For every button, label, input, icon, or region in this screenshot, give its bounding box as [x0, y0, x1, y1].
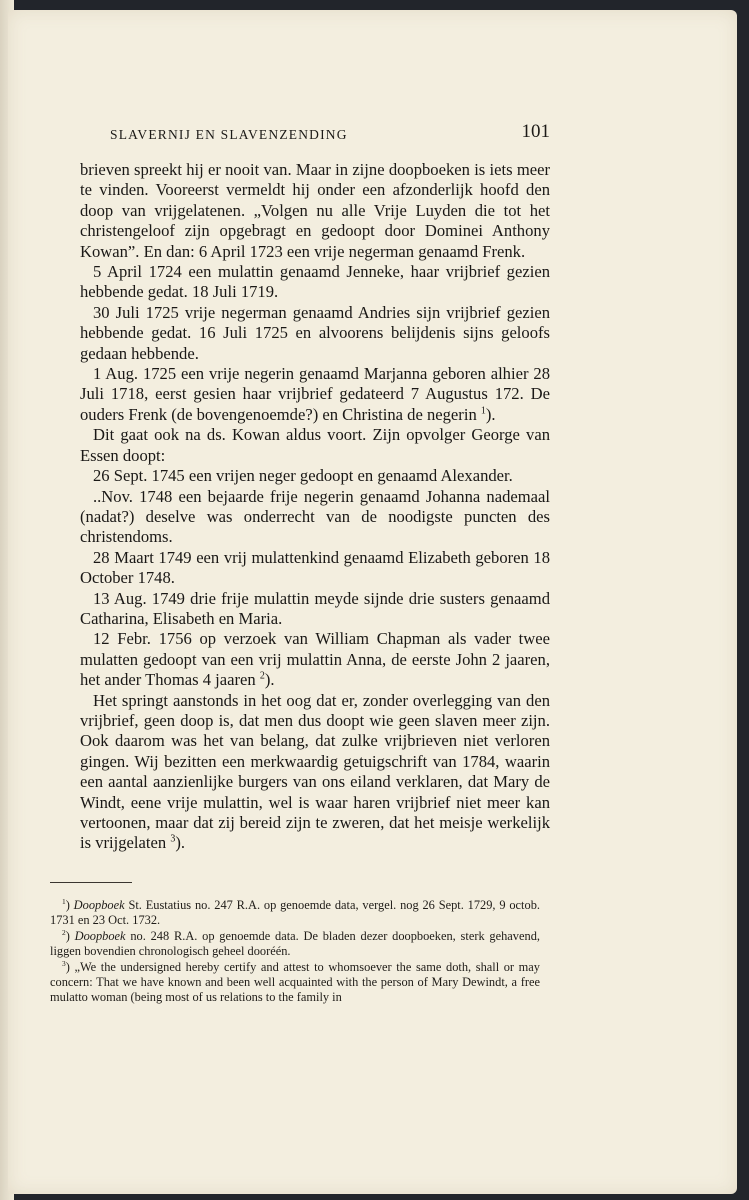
- page-number: 101: [521, 121, 550, 142]
- paragraph-9: 12 Febr. 1756 op verzoek van William Chapman als vader twee mulatten gedoopt van een vrij mulattin Anna, de eerste John 2 jaaren, het ander Thomas 4 jaaren $^2$).: [80, 629, 550, 690]
- paragraph-0: brieven spreekt hij er nooit van. Maar in zijne doopboeken is iets meer te vinden. Vooreerst vermeldt hij onder een afzonderlijk hoofd den doop van vrijgelatenen. „Volgen nu alle Vrije Luyden die tot het christengeloof zijn opgebragt en gedoopt door Dominei Anthony Kowan”. En dan: 6 April 1723 een vrije negerman genaamd Frenk.: [80, 160, 550, 261]
- footnote-3: $^3$) „We the undersigned hereby certify and attest to whomsoever the same doth, shall or may concern: That we have known and been well acquainted with the person of Mary Dewindt, a free mulatto woman (being most of us relations to the family in: [50, 959, 540, 1004]
- paragraph-1: 5 April 1724 een mulattin genaamd Jenneke, haar vrijbrief gezien hebbende gedat. 18 Juli 1719.: [80, 262, 550, 302]
- paragraph-2: 30 Juli 1725 vrije negerman genaamd Andries sijn vrijbrief gezien hebbende gedat. 16 Juli 1725 en alvoorens belijdenis sijns geloofs gedaan hebbende.: [80, 302, 550, 363]
- footnote-ref-1: 1: [480, 405, 486, 417]
- footnote-1: $^1$) Doopboek St. Eustatius no. 247 R.A. op genoemde data, vergel. nog 26 Sept. 1729, 9 octob. 1731 en 23 Oct. 1732.: [50, 896, 540, 927]
- paragraph-7: 28 Maart 1749 een vrij mulattenkind genaamd Elizabeth geboren 18 October 1748.: [80, 547, 550, 588]
- running-title: SLAVERNIJ EN SLAVENZENDING: [110, 127, 348, 142]
- footnote-rule: [50, 882, 132, 883]
- footnote-ref-3: 3: [170, 833, 176, 845]
- paragraph-6: ..Nov. 1748 een bejaarde frije negerin genaamd Johanna nademaal (nadat?) deselve was onderrecht van de noodigste puncten des christendoms.: [80, 486, 550, 547]
- paragraph-8: 13 Aug. 1749 drie frije mulattin meyde sijnde drie susters genaamd Catharina, Elisabeth en Maria.: [80, 588, 550, 628]
- paragraph-4: Dit gaat ook na ds. Kowan aldus voort. Zijn opvolger George van Essen doopt:: [80, 425, 550, 465]
- paragraph-5: 26 Sept. 1745 een vrijen neger gedoopt en genaamd Alexander.: [93, 466, 513, 486]
- body-text: [80, 160, 550, 854]
- footnote-2: $^2$) Doopboek no. 248 R.A. op genoemde data. De bladen dezer doopboeken, sterk gehavend, liggen bovendien chronologisch geheel dooréén.: [50, 928, 540, 958]
- paragraph-3: 1 Aug. 1725 een vrije negerin genaamd Marjanna geboren alhier 28 Juli 1718, eerst gesien haar vrijbrief gedateerd 7 Augustus 172. De ouders Frenk (de bovengenoemde?) en Christina de negerin $^1$).: [80, 364, 550, 424]
- paragraph-10: Het springt aanstonds in het oog dat er, zonder overlegging van den vrijbrief, geen doop is, dat men dus doopt wie geen slaven meer zijn. Ook daarom was het van belang, dat zulke vrijbrieven niet verloren gingen. Wij bezitten een merkwaardig getuigschrift van 1784, waarin een aantal aanzienlijke burgers van ons eiland verklaren, dat Mary de Windt, eene vrije mulattin, wel is waar haren vrijbrief niet meer kan vertoonen, maar dat zij bereid zijn te zweren, dat het meisje werkelijk is vrijgelaten $^3$).: [80, 690, 550, 853]
- footnotes: [50, 898, 540, 1006]
- running-head: [110, 121, 550, 145]
- footnote-ref-2: 2: [259, 670, 265, 682]
